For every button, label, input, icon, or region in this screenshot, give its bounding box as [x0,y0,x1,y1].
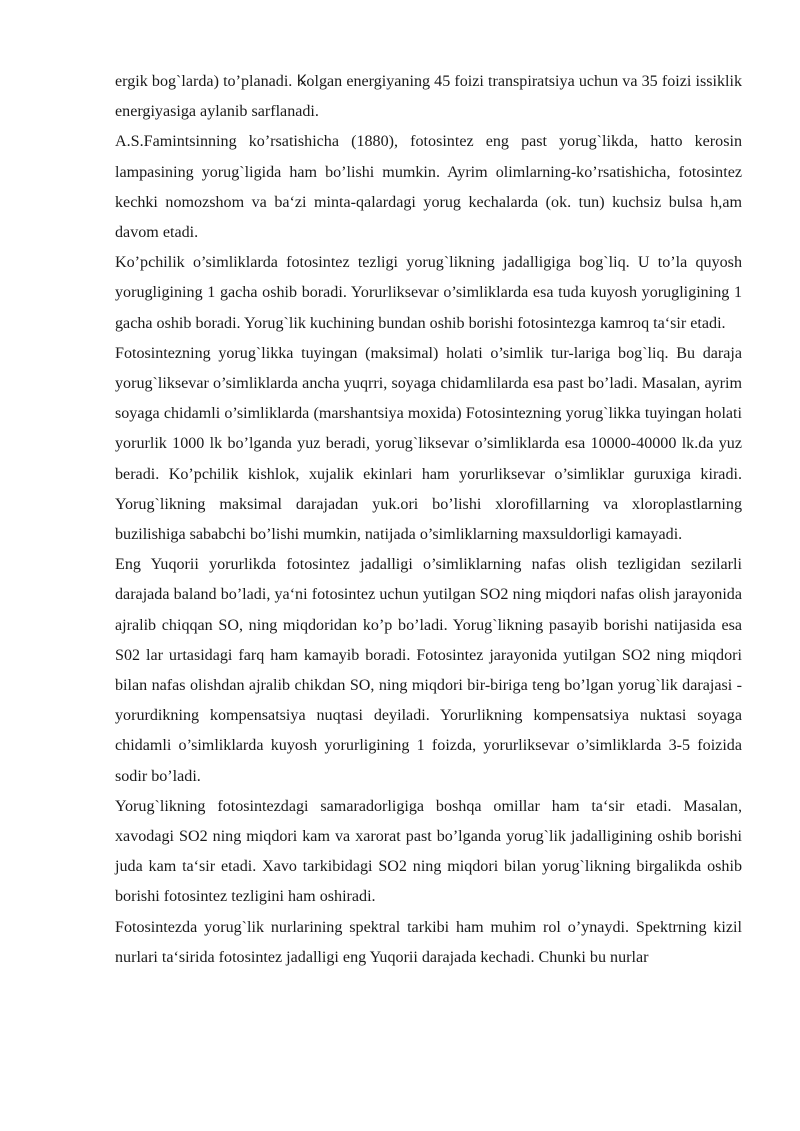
paragraph: ergik bog`larda) to’planadi. Ꝃolgan energiyaning 45 foizi transpiratsiya uchun va 35 foizi issiklik energiyasiga aylanib sarflanadi. [115,73,742,121]
paragraph: A.S.Famintsinning ko’rsatishicha (1880), fotosintez eng past yorug`likda, hatto kerosin lampasining yorug`ligida ham bo’lishi mumkin. Ayrim olimlarning-ko’rsatishicha, fotosintez kechki nomozshom va ba‘zi minta-qalardagi yorug kechalarda (ok. tun) kuchsiz bulsa h,am davom etadi. [115,133,742,242]
paragraph: Fotosintezda yorug`lik nurlarining spektral tarkibi ham muhim rol o’ynaydi. Spektrning kizil nurlari ta‘sirida fotosintez jadalligi eng Yuqorii darajada kechadi. Chunki bu nurlar [115,918,742,966]
document-body [115,67,742,973]
paragraph: Fotosintezning yorug`likka tuyingan (maksimal) holati o’simlik tur-lariga bog`liq. Bu daraja yorug`liksevar o’simliklarda ancha yuqrri, soyaga chidamlilarda esa past bo’ladi. Masalan, ayrim soyaga chidamli o’simliklarda (marshantsiya moxida) Fotosintezning yorug`likka tuyingan holati yorurlik 1000 lk bo’lganda yuz beradi, yorug`liksevar o’simliklarda esa 10000-40000 lk.da yuz beradi. Ko’pchilik kishlok, xujalik ekinlari ham yorurliksevar o’simliklar guruxiga kiradi. Yorug`likning maksimal darajadan yuk.ori bo’lishi xlorofillarning va xloroplastlarning buzilishiga sababchi bo’lishi mumkin, natijada o’simliklarning maxsuldorligi kamayadi. [115,344,742,544]
paragraph: Yorug`likning fotosintezdagi samaradorligiga boshqa omillar ham ta‘sir etadi. Masalan, xavodagi SO2 ning miqdori kam va xarorat past bo’lganda yorug`lik jadalligining oshib borishi juda kam ta‘sir etadi. Xavo tarkibidagi SO2 ning miqdori bilan yorug`likning birgalikda oshib borishi fotosintez tezligini ham oshiradi. [115,797,742,906]
paragraph: Ko’pchilik o’simliklarda fotosintez tezligi yorug`likning jadalligiga bog`liq. U to’la quyosh yorugligining 1 gacha oshib boradi. Yorurliksevar o’simliklarda esa tuda kuyosh yorugligining 1 gacha oshib boradi. Yorug`lik kuchining bundan oshib borishi fotosintezga kamroq ta‘sir etadi. [115,254,742,332]
paragraph: Eng Yuqorii yorurlikda fotosintez jadalligi o’simliklarning nafas olish tezligidan sezilarli darajada baland bo’ladi, ya‘ni fotosintez uchun yutilgan SO2 ning miqdori nafas olish jarayonida ajralib chiqqan SO, ning miqdoridan ko’p bo’ladi. Yorug`likning pasayib borishi natijasida esa S02 lar urtasidagi farq ham kamayib boradi. Fotosintez jarayonida yutilgan SO2 ning miqdori bilan nafas olishdan ajralib chikdan SO, ning miqdori bir-biriga teng bo’lgan yorug`lik darajasi - yorurdikning kompensatsiya nuqtasi deyiladi. Yorurlikning kompensatsiya nuktasi soyaga chidamli o’simliklarda kuyosh yorurligining 1 foizda, yorurliksevar o’simliklarda 3-5 foizida sodir bo’ladi. [115,556,742,785]
